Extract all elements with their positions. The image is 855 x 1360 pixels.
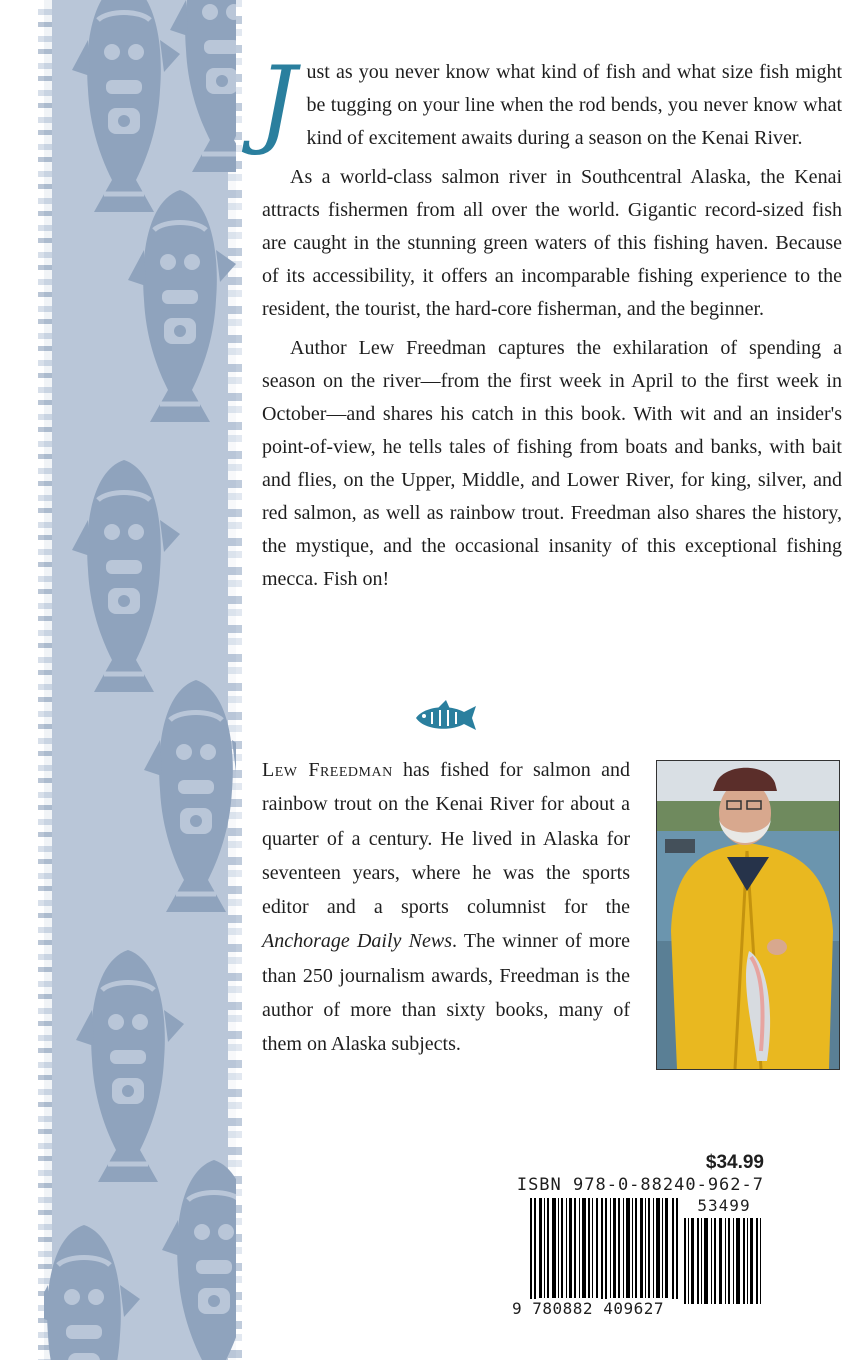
newspaper-title: Anchorage Daily News (262, 930, 453, 953)
fish-motif (144, 680, 236, 912)
ean-barcode (530, 1198, 680, 1304)
blurb-paragraph-1 (258, 46, 842, 158)
fish-motif (72, 0, 180, 212)
decorative-fish-band (44, 0, 236, 1360)
blurb (258, 46, 842, 602)
formline-salmon-pattern (44, 0, 236, 1360)
fish-motif (128, 190, 236, 422)
author-bio-text: . The winner of more than 250 journalism awards, Freedman is the author of more than sixty books, many of them on Alaska subjects. (262, 930, 630, 1056)
ean-number: 9 780882 409627 (512, 1299, 682, 1318)
price: $34.99 (705, 1152, 764, 1173)
author-bio (262, 753, 630, 1062)
blurb-paragraph-3: Author Lew Freedman captures the exhilaration of spending a season on the river—from the first week in April to the first week in October—and shares his catch in this book. With wit and an insider's point-of-view, he tells tales of fishing from boats and banks, with bait and flies, on the Upper, Middle, and Lower River, for king, silver, and red salmon, as well as rainbow trout. Freedman also shares the history, the mystique, and the occasional insanity of this exceptional fishing mecca. Fish on! (262, 337, 842, 590)
author-bio-text: has fished for salmon and rainbow trout on the Kenai River for about a quarter of a century. He lived in Alaska for seventeen years, where he was the sports editor and a sports columnist for the (262, 759, 630, 919)
fish-motif (162, 1160, 236, 1360)
drop-cap: J (258, 46, 297, 158)
fish-motif (72, 460, 180, 692)
blurb-paragraph-2: As a world-class salmon river in Southcentral Alaska, the Kenai attracts fishermen from all over the world. Gigantic record-sized fish are caught in the stunning green waters of this fishing haven. Because of its accessibility, it offers an incomparable fishing experience to the resident, the tourist, the hard-core fisherman, and the beginner. (262, 166, 842, 320)
author-photo (656, 760, 840, 1070)
salmon-ornament-icon (410, 700, 478, 736)
fish-motif (44, 1225, 140, 1360)
addon-number: 53499 (697, 1196, 751, 1215)
addon-barcode (684, 1218, 762, 1304)
blurb-paragraph-1-text: ust as you never know what kind of fish and what size fish might be tugging on your line when the rod bends, you never know what kind of excitement awaits during a season on the Kenai River. (306, 61, 842, 149)
fish-motif (170, 0, 236, 172)
fish-motif (76, 950, 184, 1182)
isbn: ISBN 978-0-88240-962-7 (516, 1175, 764, 1195)
author-name: Lew Freedman (262, 759, 393, 781)
author-photo-illustration (657, 761, 839, 1069)
